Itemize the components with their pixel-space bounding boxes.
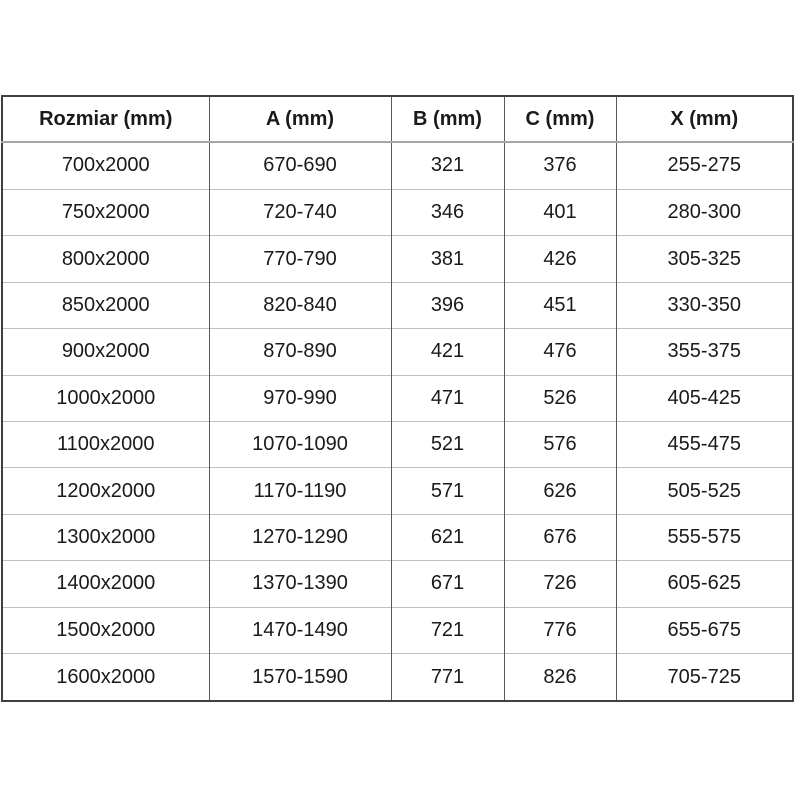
table-row (2, 282, 793, 328)
column-header-4: X (mm) (616, 96, 793, 142)
table-cell: 621 (391, 514, 504, 560)
table-cell: 330-350 (616, 282, 793, 328)
table-cell: 870-890 (209, 329, 391, 375)
column-header-1: A (mm) (209, 96, 391, 142)
table-cell: 820-840 (209, 282, 391, 328)
table-cell: 526 (504, 375, 616, 421)
size-dimensions-table (1, 95, 794, 702)
header-row (2, 96, 793, 142)
table-cell: 771 (391, 654, 504, 701)
table-cell: 605-625 (616, 561, 793, 607)
table-cell: 426 (504, 236, 616, 282)
table-cell: 721 (391, 607, 504, 653)
table-cell: 1170-1190 (209, 468, 391, 514)
table-cell: 676 (504, 514, 616, 560)
table-cell: 1100x2000 (2, 421, 209, 467)
table-cell: 1470-1490 (209, 607, 391, 653)
table-cell: 1300x2000 (2, 514, 209, 560)
table-cell: 1270-1290 (209, 514, 391, 560)
table-cell: 800x2000 (2, 236, 209, 282)
table-cell: 1570-1590 (209, 654, 391, 701)
table-row (2, 189, 793, 235)
table-cell: 770-790 (209, 236, 391, 282)
table-cell: 850x2000 (2, 282, 209, 328)
table-cell: 396 (391, 282, 504, 328)
table-row (2, 561, 793, 607)
table-cell: 626 (504, 468, 616, 514)
table-cell: 970-990 (209, 375, 391, 421)
table-cell: 1000x2000 (2, 375, 209, 421)
table-cell: 1500x2000 (2, 607, 209, 653)
table-cell: 455-475 (616, 421, 793, 467)
table-cell: 750x2000 (2, 189, 209, 235)
table-cell: 1200x2000 (2, 468, 209, 514)
table-row (2, 375, 793, 421)
table-cell: 655-675 (616, 607, 793, 653)
column-header-0: Rozmiar (mm) (2, 96, 209, 142)
table-cell: 421 (391, 329, 504, 375)
table-cell: 726 (504, 561, 616, 607)
table-cell: 700x2000 (2, 142, 209, 189)
table-cell: 671 (391, 561, 504, 607)
table-cell: 571 (391, 468, 504, 514)
column-header-2: B (mm) (391, 96, 504, 142)
table-cell: 471 (391, 375, 504, 421)
table-cell: 1600x2000 (2, 654, 209, 701)
table-cell: 1370-1390 (209, 561, 391, 607)
table-cell: 826 (504, 654, 616, 701)
table-cell: 476 (504, 329, 616, 375)
table-cell: 1070-1090 (209, 421, 391, 467)
table-cell: 1400x2000 (2, 561, 209, 607)
table-row (2, 236, 793, 282)
table-cell: 670-690 (209, 142, 391, 189)
table-row (2, 329, 793, 375)
table-row (2, 654, 793, 701)
table-row (2, 468, 793, 514)
table-row (2, 514, 793, 560)
table-cell: 346 (391, 189, 504, 235)
table-cell: 255-275 (616, 142, 793, 189)
table-cell: 405-425 (616, 375, 793, 421)
column-header-3: C (mm) (504, 96, 616, 142)
table-cell: 505-525 (616, 468, 793, 514)
table-head (2, 96, 793, 142)
table-cell: 381 (391, 236, 504, 282)
table-cell: 705-725 (616, 654, 793, 701)
table-cell: 305-325 (616, 236, 793, 282)
table-cell: 280-300 (616, 189, 793, 235)
table-cell: 555-575 (616, 514, 793, 560)
table-cell: 355-375 (616, 329, 793, 375)
table-row (2, 142, 793, 189)
table-cell: 776 (504, 607, 616, 653)
table-cell: 321 (391, 142, 504, 189)
table-row (2, 607, 793, 653)
table-cell: 376 (504, 142, 616, 189)
table-row (2, 421, 793, 467)
table-cell: 576 (504, 421, 616, 467)
table-cell: 401 (504, 189, 616, 235)
table-cell: 521 (391, 421, 504, 467)
table-cell: 720-740 (209, 189, 391, 235)
table-cell: 900x2000 (2, 329, 209, 375)
table-cell: 451 (504, 282, 616, 328)
table-body (2, 142, 793, 701)
